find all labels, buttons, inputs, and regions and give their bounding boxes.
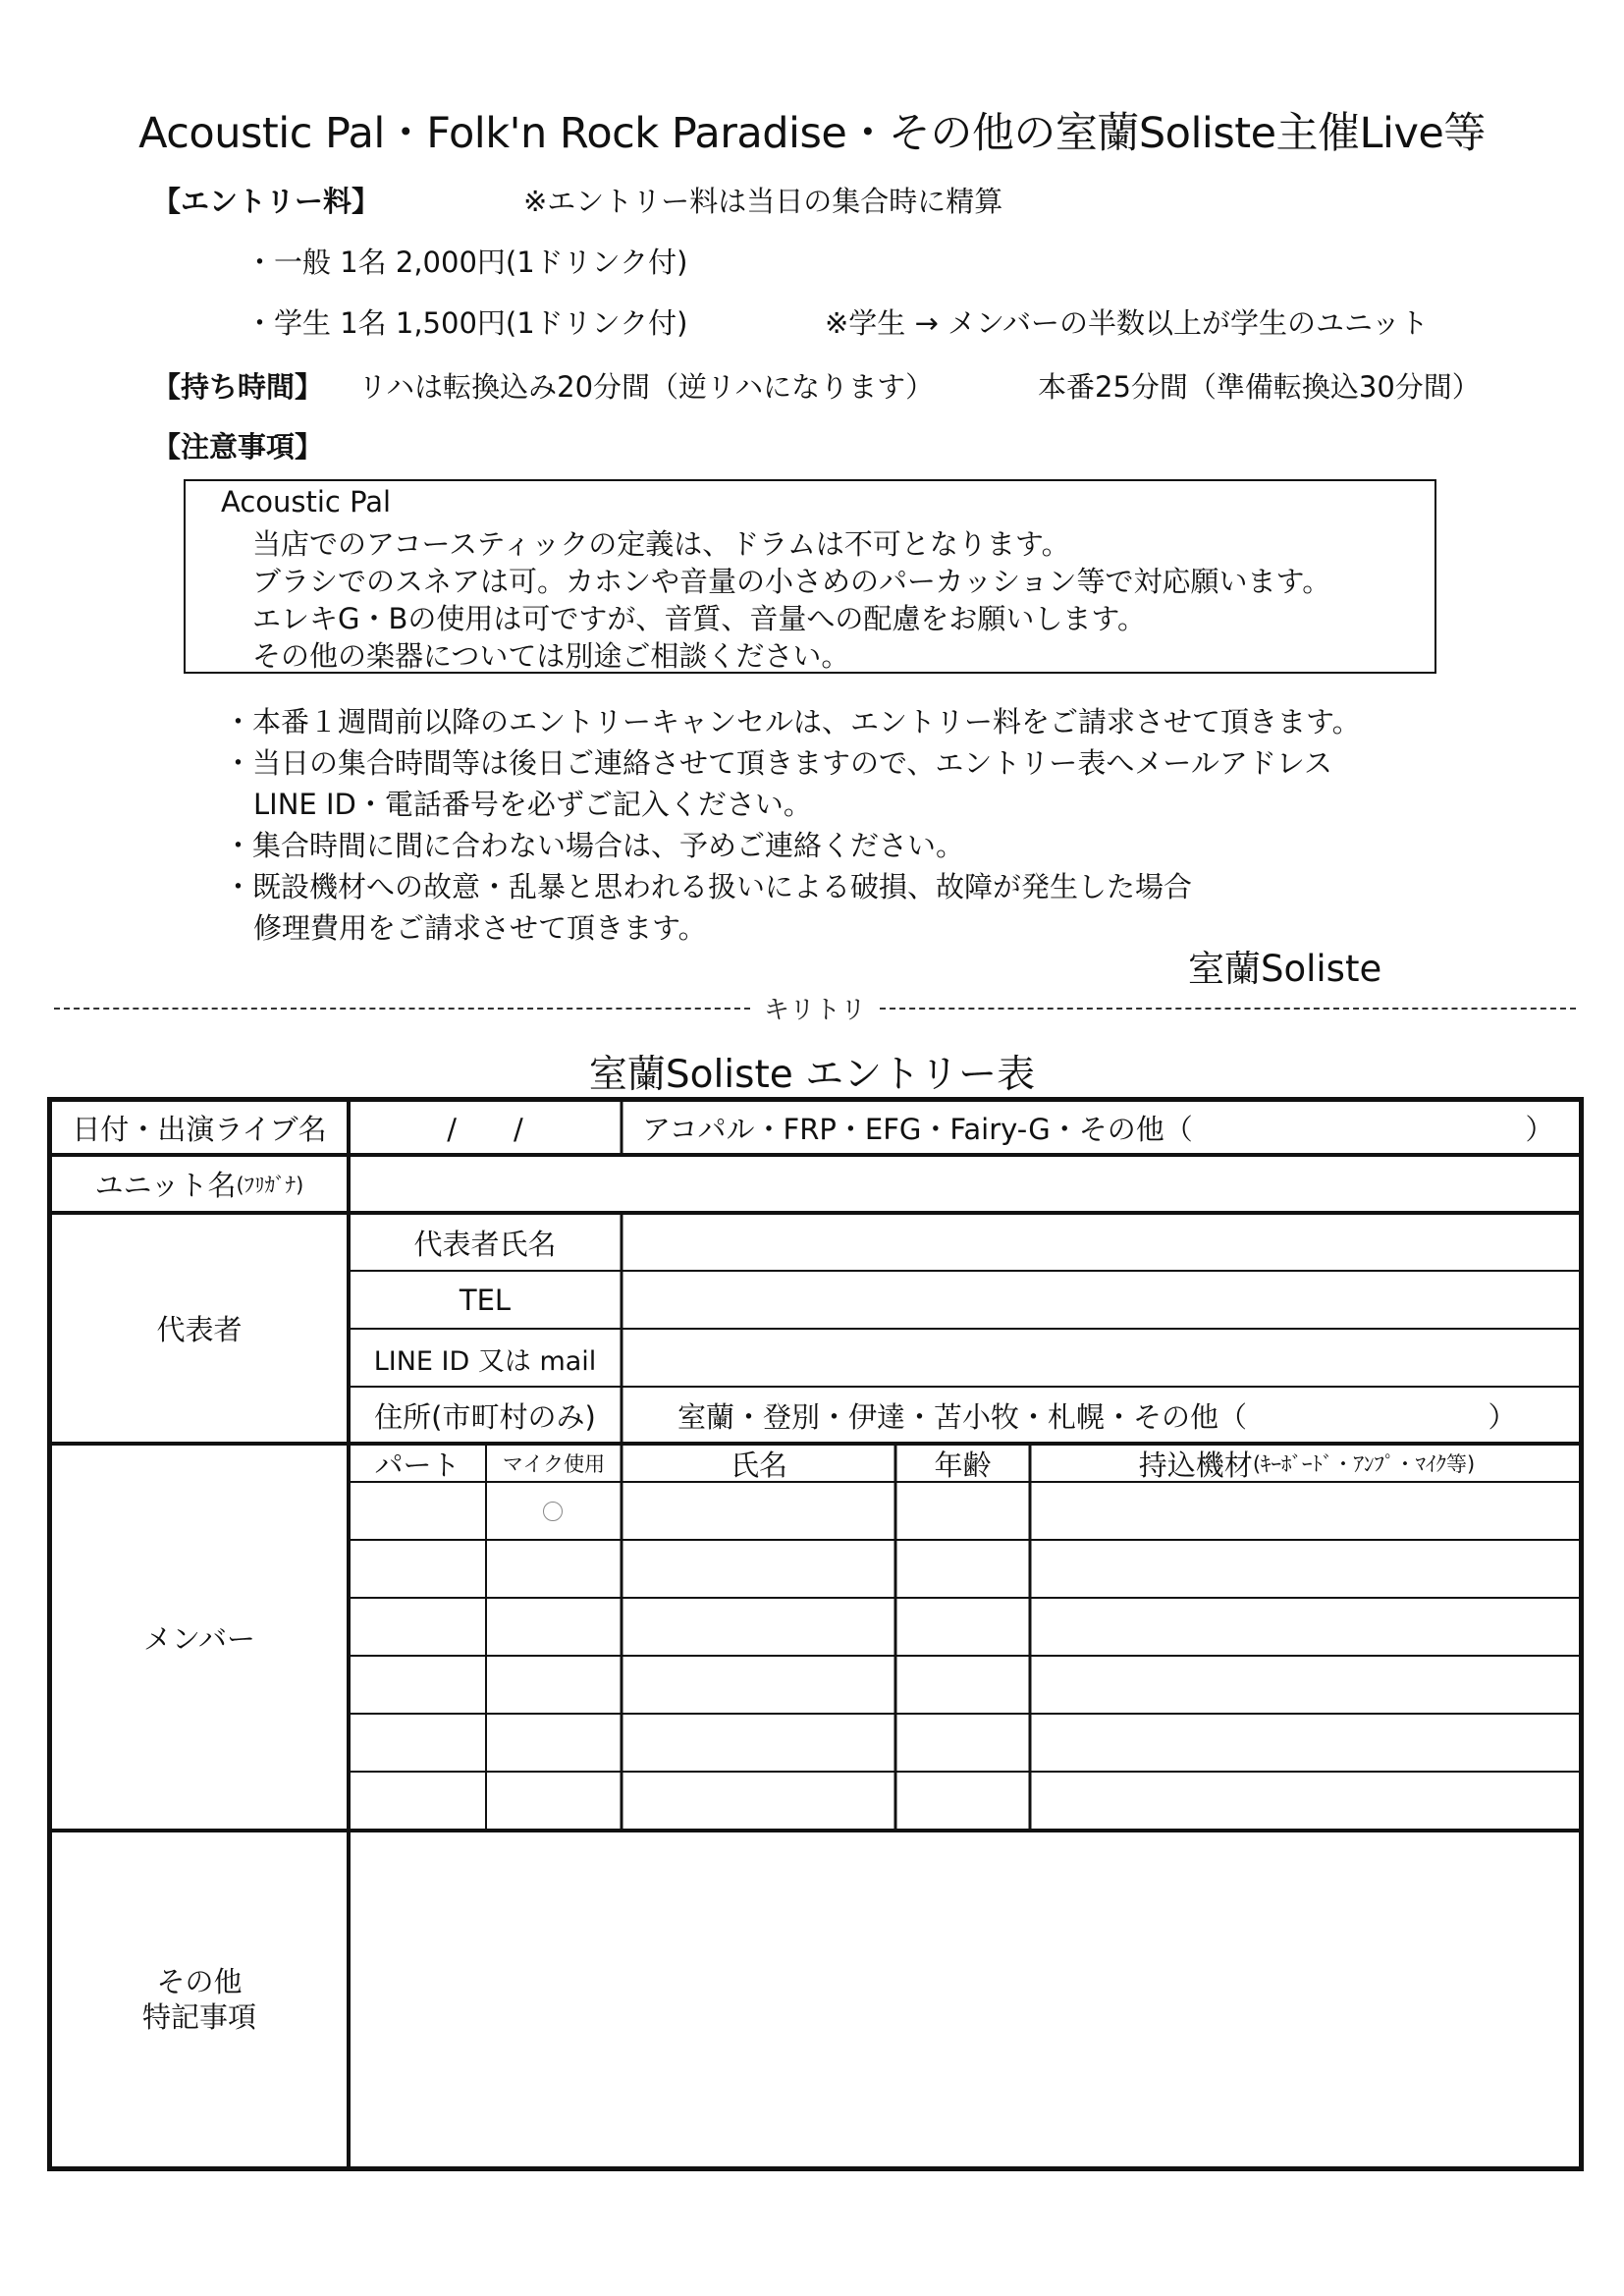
page-title: Acoustic Pal・Folk'n Rock Paradise・その他の室蘭Soliste主催Live等 [138,109,1486,158]
event-options: アコパル・FRP・EFG・Fairy-G・その他（ [642,1112,1193,1146]
other-label-line1: その他 [156,1965,243,1998]
fee-general: ・一般 1名 2,000円(1ドリンク付) [245,246,688,279]
address-close-paren: ） [1488,1399,1517,1434]
other-label-line2: 特記事項 [141,2000,256,2034]
rep-name-label: 代表者氏名 [413,1227,557,1261]
other-notes-label [52,1832,347,2166]
entry-fee-note: ※エントリー料は当日の集合時に精算 [523,185,1003,218]
time-show: 本番25分間（準備転換込30分間） [1038,370,1481,404]
col-mic-header: マイク使用 [502,1452,606,1476]
members-label: メンバー [143,1621,255,1656]
date-field[interactable] [351,1102,620,1153]
rep-name-field[interactable] [624,1215,1581,1270]
address-options: 室蘭・登別・伊達・苫小牧・札幌・その他（ [677,1399,1248,1434]
time-rehearsal: リハは転換込み20分間（逆リハになります） [358,370,935,404]
line-mail-label: LINE ID 又は mail [373,1345,597,1377]
unit-name-field[interactable] [351,1157,1578,1211]
caution-item: ・本番１週間前以降のエントリーキャンセルは、エントリー料をご請求させて頂きます。 [224,705,1361,738]
date-slashes: / / [447,1112,523,1146]
mic-circle-mark-icon [543,1502,563,1521]
caution-item: LINE ID・電話番号を必ずご記入ください。 [253,788,812,821]
fee-student: ・学生 1名 1,500円(1ドリンク付) [245,306,688,340]
notice-line: 当店でのアコースティックの定義は、ドラムは不可となります。 [252,527,1070,561]
caution-item: ・当日の集合時間等は後日ご連絡させて頂きますので、エントリー表へメールアドレス [224,746,1332,780]
tel-label: TEL [459,1284,512,1317]
caution-item: ・既設機材への故意・乱暴と思われる扱いによる破損、故障が発生した場合 [224,870,1193,903]
equipment-header-text: 持込機材 [1138,1448,1253,1482]
signature: 室蘭Soliste [1188,948,1382,990]
fee-student-note: ※学生 → メンバーの半数以上が学生のユニット [825,306,1429,340]
col-part-header: パート [374,1448,460,1482]
col-name-header: 氏名 [730,1448,787,1482]
col-equipment-header [1033,1446,1581,1481]
unit-name-furigana: (ﾌﾘｶﾞﾅ) [236,1173,304,1197]
time-label: 【持ち時間】 [152,370,324,404]
cut-line-dash [54,1008,750,1010]
caution-item: 修理費用をご請求させて頂きます。 [253,911,707,945]
unit-name-text: ユニット名 [94,1169,237,1202]
cut-line-dash [880,1008,1576,1010]
notice-line: その他の楽器については別途ご相談ください。 [252,639,850,673]
line-mail-field[interactable] [624,1331,1581,1386]
representative-label: 代表者 [156,1313,243,1346]
equipment-header-note: (ｷｰﾎﾞｰﾄﾞ・ｱﾝﾌﾟ・ﾏｲｸ等) [1252,1452,1476,1476]
cut-line [54,990,1576,1026]
col-age-header: 年齢 [934,1448,992,1482]
date-label: 日付・出演ライブ名 [72,1112,327,1146]
entry-form-table [47,1097,1584,2171]
caution-item: ・集合時間に間に合わない場合は、予めご連絡ください。 [224,829,965,862]
cut-line-label: キリトリ [764,996,867,1025]
notes-label: 【注意事項】 [152,430,324,464]
form-title: 室蘭Soliste エントリー表 [588,1053,1036,1097]
address-label: 住所(市町村のみ) [374,1399,596,1434]
notice-line: エレキG・Bの使用は可ですが、音質、音量への配慮をお願いします。 [252,602,1147,635]
unit-name-label [52,1157,347,1211]
acoustic-pal-notice-box [184,479,1436,674]
entry-fee-label: 【エントリー料】 [152,185,381,218]
tel-field[interactable] [624,1273,1581,1328]
other-notes-field[interactable] [351,1832,1581,2166]
notice-line: ブラシでのスネアは可。カホンや音量の小さめのパーカッション等で対応願います。 [252,565,1331,598]
notice-heading: Acoustic Pal [221,485,392,519]
event-close-paren: ） [1525,1112,1554,1146]
